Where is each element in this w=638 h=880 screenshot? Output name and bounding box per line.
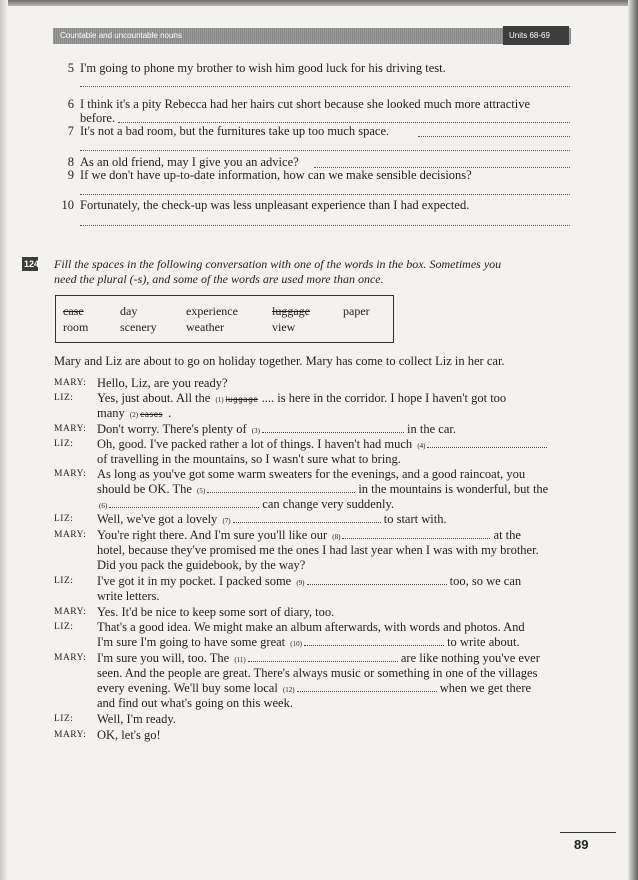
question-7: 7 It's not a bad room, but the furnitures take up too much space. xyxy=(67,124,390,138)
dialogue-line: (6) can change very suddenly. xyxy=(99,497,395,511)
gap-6[interactable] xyxy=(109,497,259,508)
word-day: day xyxy=(120,304,138,318)
dialogue-line: Yes. It'd be nice to keep some sort of diary, too. xyxy=(97,605,335,619)
word-room: room xyxy=(63,320,89,334)
gap-7[interactable] xyxy=(233,512,381,523)
speaker-liz: LIZ: xyxy=(54,576,74,586)
instruction-line-1: Fill the spaces in the following conversation with one of the words in the box. Sometimes you xyxy=(54,257,502,271)
word-scenery: scenery xyxy=(120,320,157,334)
question-6-continued: before. xyxy=(80,111,116,125)
gap-number: (7) xyxy=(222,517,231,525)
dialogue-line: seen. And the people are great. There's always music or something in one of the villages xyxy=(97,666,538,680)
gap-2[interactable] xyxy=(140,406,168,419)
answer-line-9[interactable] xyxy=(80,194,570,195)
gap-1[interactable] xyxy=(225,391,262,404)
gap-number: (2) xyxy=(129,411,139,419)
exercise-number: 124 xyxy=(24,259,40,269)
answer-line-5[interactable] xyxy=(80,86,570,87)
dialogue-line: every evening. We'll buy some local (12) when we get there xyxy=(97,681,532,695)
dialogue-line: OK, let's go! xyxy=(97,728,161,742)
dialogue-line: I'm sure you will, too. The (11) are like nothing you've ever xyxy=(97,651,540,665)
word-weather: weather xyxy=(186,320,224,334)
gap-number: (9) xyxy=(296,579,305,587)
speaker-mary: MARY: xyxy=(54,378,87,388)
folio-rule xyxy=(560,832,616,833)
speaker-mary: MARY: xyxy=(54,530,87,540)
page-number: 89 xyxy=(574,837,589,852)
gap-3[interactable] xyxy=(262,422,404,433)
answer-line-7a[interactable] xyxy=(418,136,570,137)
dialogue-line: Well, I'm ready. xyxy=(97,712,176,726)
dialogue-line: Don't worry. There's plenty of (3) in the car. xyxy=(97,422,456,436)
dialogue-line: That's a good idea. We might make an album afterwards, with words and photos. And xyxy=(97,620,525,634)
dialogue-line: write letters. xyxy=(97,589,160,603)
dialogue-line: Well, we've got a lovely (7) to start with. xyxy=(97,512,447,526)
dialogue-line: Hello, Liz, are you ready? xyxy=(97,376,228,390)
answer-line-10[interactable] xyxy=(80,225,570,226)
gap-number: (1) xyxy=(215,396,224,404)
dialogue-line: As long as you've got some warm sweaters for the evenings, and a good raincoat, you xyxy=(97,467,526,481)
dialogue-line: many (2) cases . xyxy=(97,406,172,420)
dialogue-line: Did you pack the guidebook, by the way? xyxy=(97,558,306,572)
word-luggage: luggage xyxy=(272,304,310,318)
header-section-title: Countable and uncountable nouns xyxy=(60,31,182,40)
speaker-mary: MARY: xyxy=(54,607,87,617)
dialogue-line: I've got it in my pocket. I packed some (9) too, so we can xyxy=(97,574,522,588)
gap-number: (8) xyxy=(332,533,341,541)
word-box xyxy=(55,295,394,343)
word-case: case xyxy=(63,304,84,318)
gap-number: (10) xyxy=(290,640,302,648)
dialogue-line: I'm sure I'm going to have some great (10) to write about. xyxy=(97,635,520,649)
scenario-intro: Mary and Liz are about to go on holiday together. Mary has come to collect Liz in her car. xyxy=(54,354,505,368)
speaker-mary: MARY: xyxy=(54,424,87,434)
word-paper: paper xyxy=(343,304,370,318)
page-edge-right xyxy=(628,0,638,880)
gap-number: (6) xyxy=(99,502,108,510)
speaker-mary: MARY: xyxy=(54,469,87,479)
question-10: 10 Fortunately, the check-up was less unpleasant experience than I had expected. xyxy=(61,198,470,212)
handwritten-answer-2: cases xyxy=(140,410,163,419)
question-5: 5 I'm going to phone my brother to wish him good luck for his driving test. xyxy=(67,61,446,75)
speaker-liz: LIZ: xyxy=(54,439,74,449)
dialogue-line: and find out what's going on this week. xyxy=(97,696,293,710)
gap-5[interactable] xyxy=(207,482,355,493)
question-8: 8 As an old friend, may I give you an advice? xyxy=(67,155,299,169)
speaker-liz: LIZ: xyxy=(54,514,74,524)
speaker-liz: LIZ: xyxy=(54,393,74,403)
question-6: 6 I think it's a pity Rebecca had her hairs cut short because she looked much more attractive xyxy=(67,97,531,111)
gap-number: (5) xyxy=(197,487,206,495)
dialogue-line: should be OK. The (5) in the mountains is wonderful, but the xyxy=(97,482,549,496)
gap-11[interactable] xyxy=(248,651,398,662)
gap-number: (4) xyxy=(417,442,426,450)
gap-10[interactable] xyxy=(304,635,444,646)
gap-number: (3) xyxy=(251,427,260,435)
speaker-mary: MARY: xyxy=(54,653,87,663)
gap-number: (11) xyxy=(234,656,246,664)
gap-8[interactable] xyxy=(342,528,490,539)
word-experience: experience xyxy=(186,304,238,318)
gap-12[interactable] xyxy=(297,681,437,692)
answer-line-6[interactable] xyxy=(118,122,570,123)
speaker-liz: LIZ: xyxy=(54,622,74,632)
handwritten-answer-1: luggage xyxy=(225,395,259,404)
dialogue-line: Oh, good. I've packed rather a lot of things. I haven't had much (4) xyxy=(97,437,547,454)
gap-4[interactable] xyxy=(427,437,547,448)
speaker-liz: LIZ: xyxy=(54,714,74,724)
dialogue-line: of travelling in the mountains, so I wasn't sure what to bring. xyxy=(97,452,401,466)
page-edge-top xyxy=(0,0,638,6)
word-view: view xyxy=(272,320,296,334)
dialogue-line: Yes, just about. All the (1) luggage .... is here in the corridor. I hope I haven't got too xyxy=(97,391,507,405)
dialogue-line: You're right there. And I'm sure you'll like our (8) at the xyxy=(97,528,521,542)
gap-number: (12) xyxy=(282,686,295,694)
instruction-line-2: need the plural (-s), and some of the words are used more than once. xyxy=(54,272,384,286)
dialogue-line: hotel, because they've promised me the ones I had last year when I was with my brother. xyxy=(97,543,539,557)
speaker-mary: MARY: xyxy=(54,730,87,740)
question-9: 9 If we don't have up-to-date information, how can we make sensible decisions? xyxy=(67,168,472,182)
gap-9[interactable] xyxy=(307,574,447,585)
page-edge-left xyxy=(0,0,8,880)
header-unit-label: Units 68-69 xyxy=(509,31,550,40)
answer-line-7b[interactable] xyxy=(80,150,570,151)
